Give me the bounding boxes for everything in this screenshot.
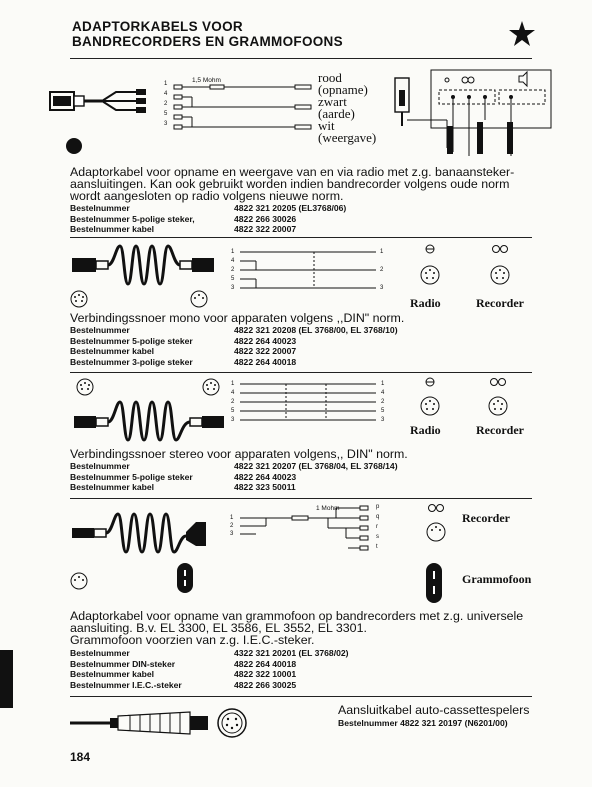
radio-connection-diagram bbox=[395, 66, 555, 162]
pin-label: 1 bbox=[231, 249, 235, 255]
recorder-label: Recorder bbox=[462, 511, 510, 525]
pin-label: 3 bbox=[231, 285, 235, 291]
din-5pin-plug-icon bbox=[76, 378, 94, 396]
pin-label: 2 bbox=[380, 267, 384, 273]
radio-socket-icon bbox=[420, 376, 440, 420]
radio-label: Radio bbox=[410, 296, 441, 310]
pin-label: 4 bbox=[231, 258, 235, 264]
resistor-label: 1,5 Mohm bbox=[192, 77, 221, 84]
din-3pin-plug-icon bbox=[70, 572, 88, 590]
section-divider bbox=[70, 237, 532, 238]
phono-coiled-cable-diagram bbox=[70, 508, 220, 558]
order-row: Bestelnummer 5-polige steker, 4822 266 30026 bbox=[70, 213, 297, 224]
wire-label-ground: (aarde) bbox=[318, 106, 355, 121]
section-divider bbox=[70, 498, 532, 499]
pin-label: t bbox=[376, 544, 378, 550]
wire-label-black: zwart bbox=[318, 94, 347, 109]
page-title-line1: ADAPTORKABELS VOOR bbox=[72, 19, 243, 34]
pin-label: 4 bbox=[164, 91, 168, 97]
order-row: Bestelnummer 4822 321 20205 (EL3768/06) bbox=[70, 203, 347, 213]
pin-label: q bbox=[376, 514, 380, 520]
din-3pin-plug-icon bbox=[190, 290, 208, 308]
pin-label: 2 bbox=[231, 267, 235, 273]
iec-plug-icon bbox=[176, 562, 194, 594]
section3-desc: Verbindingssnoer stereo voor apparaten volgens,, DIN" norm. bbox=[70, 447, 408, 461]
wire-label-record: (opname) bbox=[318, 82, 368, 97]
pin-label: 1 bbox=[231, 381, 235, 387]
side-tab-marker bbox=[0, 650, 13, 708]
pin-label: 1 bbox=[164, 81, 168, 87]
recorder-label: Recorder bbox=[476, 296, 524, 310]
section1-order-table bbox=[70, 203, 390, 235]
recorder-socket-icon bbox=[424, 502, 448, 546]
recorder-socket-icon bbox=[488, 243, 512, 289]
order-row: Bestelnummer 5-polige steker 4822 264 40023 bbox=[70, 335, 297, 346]
section4-desc-line2: aansluiting. B.v. EL 3300, EL 3586, EL 3552, EL 3301. bbox=[70, 621, 367, 635]
section1-desc-line1: Adaptorkabel voor opname en weergave van en via radio met z.g. banaansteker- bbox=[70, 165, 515, 179]
order-row: Bestelnummer kabel 4822 322 10001 bbox=[70, 669, 297, 680]
header-rule bbox=[70, 58, 532, 59]
section3-order-table bbox=[70, 461, 430, 493]
pin-label: 3 bbox=[381, 417, 385, 423]
order-row: Bestelnummer 4822 321 20207 (EL 3768/04, EL 3768/14) bbox=[70, 461, 398, 471]
section2-desc: Verbindingssnoer mono voor apparaten volgens ,,DIN" norm. bbox=[70, 311, 405, 325]
order-row: Bestelnummer 4822 321 20208 (EL 3768/00, EL 3768/10) bbox=[70, 325, 398, 335]
section1-desc-line2: aansluitingen. Kan ook gebruikt worden indien bandrecorder volgens oude norm bbox=[70, 177, 510, 191]
pin-label: s bbox=[376, 534, 379, 540]
pin-label: 5 bbox=[381, 408, 385, 414]
section4-order-table bbox=[70, 648, 430, 690]
order-row: Bestelnummer 3-polige steker 4822 264 40018 bbox=[70, 356, 297, 367]
pin-label: 5 bbox=[231, 408, 235, 414]
wire-label-white: wit bbox=[318, 118, 335, 133]
mono-coiled-cable-diagram bbox=[70, 240, 220, 290]
order-row: Bestelnummer 5-polige steker 4822 264 40023 bbox=[70, 471, 297, 482]
radio-socket-icon bbox=[420, 243, 440, 289]
pin-label: 2 bbox=[164, 101, 168, 107]
pin-label: 1 bbox=[380, 249, 384, 255]
din-5pin-plug-icon bbox=[202, 378, 220, 396]
pin-label: 3 bbox=[231, 417, 235, 423]
section4-desc-line1: Adaptorkabel voor opname van grammofoon op bandrecorders met z.g. universele bbox=[70, 609, 524, 623]
resistor-label: 1 Mohm bbox=[316, 505, 340, 512]
pin-label: 5 bbox=[164, 111, 168, 117]
section-divider bbox=[70, 696, 532, 697]
wiring-diagram-2 bbox=[236, 248, 386, 292]
pin-label: 4 bbox=[381, 390, 385, 396]
page-number: 184 bbox=[70, 750, 91, 764]
wiring-diagram-1 bbox=[170, 78, 320, 138]
pin-label: r bbox=[376, 524, 378, 530]
pin-label: 4 bbox=[231, 390, 235, 396]
order-row: Bestelnummer 4322 321 20201 (EL 3768/02) bbox=[70, 648, 349, 658]
recorder-label: Recorder bbox=[476, 423, 524, 437]
pin-label: 3 bbox=[380, 285, 384, 291]
section5-order: Bestelnummer 4822 321 20197 (N6201/00) bbox=[338, 718, 508, 728]
stereo-coiled-cable-diagram bbox=[74, 396, 234, 446]
order-row: Bestelnummer DIN-steker 4822 264 40018 bbox=[70, 658, 297, 669]
page-title-line2: BANDRECORDERS EN GRAMMOFOONS bbox=[72, 34, 343, 49]
order-row: Bestelnummer I.E.C.-steker 4822 266 30025 bbox=[70, 679, 297, 690]
din-5pin-plug-icon bbox=[70, 290, 88, 308]
section5-title: Aansluitkabel auto-cassettespelers bbox=[338, 703, 530, 717]
pin-label: 2 bbox=[231, 399, 235, 405]
pin-label: 2 bbox=[381, 399, 385, 405]
din-socket-icon bbox=[66, 138, 82, 154]
section2-order-table bbox=[70, 325, 430, 367]
section1-desc-line3: wordt aangesloten op radio volgens nieuwe norm. bbox=[70, 189, 344, 203]
pin-label: 3 bbox=[230, 531, 234, 537]
pin-label: 3 bbox=[164, 121, 168, 127]
radio-label: Radio bbox=[410, 423, 441, 437]
wire-label-red: rood bbox=[318, 70, 342, 85]
car-cassette-cable-diagram bbox=[70, 706, 270, 740]
recorder-socket-icon bbox=[486, 376, 510, 420]
order-row: Bestelnummer kabel 4822 322 20007 bbox=[70, 224, 297, 235]
wiring-diagram-3 bbox=[236, 380, 386, 424]
grammofoon-socket-icon bbox=[425, 562, 443, 604]
order-row: Bestelnummer kabel 4822 322 20007 bbox=[70, 346, 297, 357]
order-row: Bestelnummer kabel 4822 323 50011 bbox=[70, 482, 296, 493]
section-divider bbox=[70, 372, 532, 373]
pin-label: 1 bbox=[381, 381, 385, 387]
banana-plug-cable-diagram bbox=[50, 78, 150, 138]
pin-label: 2 bbox=[230, 523, 234, 529]
pin-label: p bbox=[376, 504, 380, 510]
wiring-diagram-4 bbox=[236, 506, 386, 556]
pin-label: 1 bbox=[230, 515, 234, 521]
star-icon bbox=[508, 20, 536, 48]
pin-label: 5 bbox=[231, 276, 235, 282]
grammofoon-label: Grammofoon bbox=[462, 572, 532, 586]
wire-label-playback: (weergave) bbox=[318, 130, 377, 145]
section4-desc-line3: Grammofoon voorzien van z.g. I.E.C.-steker. bbox=[70, 633, 315, 647]
